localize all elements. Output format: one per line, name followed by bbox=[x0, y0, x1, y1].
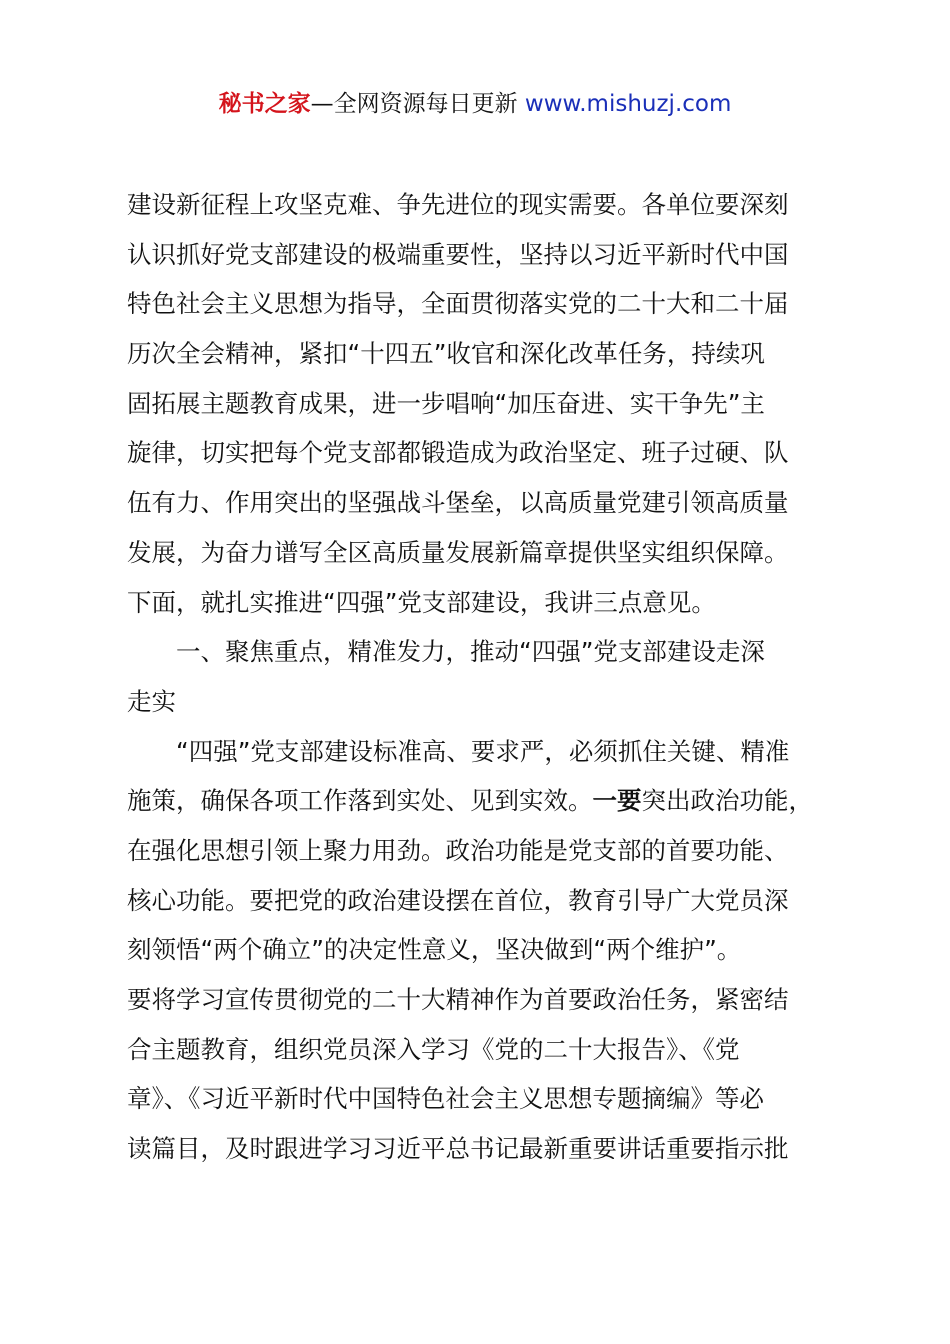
text-line: 读篇目，及时跟进学习习近平总书记最新重要讲话重要指示批 bbox=[127, 1134, 789, 1164]
text-line: 下面，就扎实推进“四强”党支部建设，我讲三点意见。 bbox=[127, 587, 716, 617]
text-line: 认识抓好党支部建设的极端重要性，坚持以习近平新时代中国 bbox=[127, 239, 789, 269]
site-url-link[interactable]: www.mishuzj.com bbox=[524, 91, 732, 117]
text-segment: 突出政治功能， bbox=[641, 786, 813, 816]
text-line: 要将学习宣传贯彻党的二十大精神作为首要政治任务，紧密结 bbox=[127, 985, 789, 1014]
text-line-with-emphasis bbox=[127, 776, 835, 826]
text-line: 建设新征程上攻坚克难、争先进位的现实需要。各单位要深刻 bbox=[127, 190, 789, 219]
text-line: 核心功能。要把党的政治建设摆在首位，教育引导广大党员深 bbox=[127, 885, 789, 915]
text-line: “四强”党支部建设标准高、要求严，必须抓住关键、精准 bbox=[176, 736, 790, 766]
text-line: 在强化思想引领上聚力用劲。政治功能是党支部的首要功能、 bbox=[127, 835, 789, 865]
text-line: 特色社会主义思想为指导，全面贯彻落实党的二十大和二十届 bbox=[127, 289, 789, 319]
text-line: 刻领悟“两个确立”的决定性意义，坚决做到“两个维护”。 bbox=[127, 935, 742, 965]
emphasis-text: 一要 bbox=[592, 786, 642, 816]
text-line: 固拓展主题教育成果，进一步唱响“加压奋进、实干争先”主 bbox=[127, 388, 765, 418]
text-line: 伍有力、作用突出的坚强战斗堡垒，以高质量党建引领高质量 bbox=[127, 488, 789, 518]
brand-name: 秘书之家 bbox=[218, 91, 311, 117]
text-segment: 施策，确保各项工作落到实处、见到实效。 bbox=[127, 786, 593, 816]
section-heading-continued: 走实 bbox=[127, 686, 176, 716]
section-heading: 一、聚焦重点，精准发力，推动“四强”党支部建设走深 bbox=[176, 637, 765, 667]
text-line: 历次全会精神，紧扣“十四五”收官和深化改革任务，持续巩 bbox=[127, 339, 765, 369]
text-line: 合主题教育，组织党员深入学习《党的二十大报告》、《党 bbox=[127, 1034, 740, 1064]
text-line: 章》、《习近平新时代中国特色社会主义思想专题摘编》等必 bbox=[127, 1084, 764, 1114]
page-header bbox=[0, 88, 950, 120]
text-line: 发展，为奋力谱写全区高质量发展新篇章提供坚实组织保障。 bbox=[127, 537, 789, 567]
header-tagline: —全网资源每日更新 bbox=[310, 91, 525, 117]
document-body bbox=[127, 180, 835, 1174]
text-line: 旋律，切实把每个党支部都锻造成为政治坚定、班子过硬、队 bbox=[127, 438, 789, 468]
